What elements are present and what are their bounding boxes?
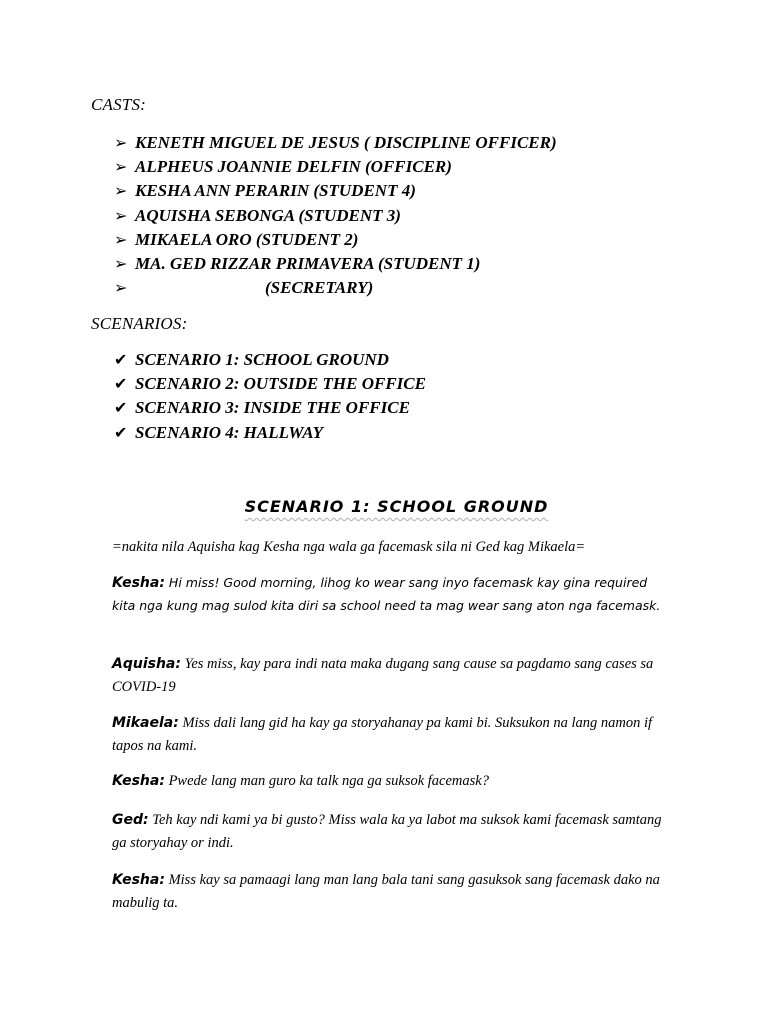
scenarios-heading: SCENARIOS: — [91, 314, 188, 333]
speaker-name: Ged: — [112, 812, 149, 828]
dialogue-text: Hi miss! Good morning, lihog ko wear sang inyo facemask kay gina required kita nga kung mag sulod kita diri sa school need ta mag wear sang aton nga facemask. — [112, 575, 661, 613]
cast-list — [114, 131, 557, 300]
list-item: ➢ MIKAELA ORO (STUDENT 2) — [114, 228, 557, 252]
speaker-name: Kesha: — [112, 872, 165, 888]
speaker-name: Aquisha: — [112, 656, 181, 672]
arrowhead-icon: ➢ — [114, 205, 128, 225]
list-item: ➢ KENETH MIGUEL DE JESUS ( DISCIPLINE OFFICER) — [114, 131, 557, 155]
arrowhead-icon: ➢ — [114, 278, 128, 298]
dialogue-text: Teh kay ndi kami ya bi gusto? Miss wala ka ya labot ma suksok kami facemask samtang ga storyahay or indi. — [112, 812, 662, 851]
checkmark-icon: ✔ — [114, 350, 128, 369]
arrowhead-icon: ➢ — [114, 157, 128, 177]
dialogue-line — [112, 653, 672, 699]
stage-direction: =nakita nila Aquisha kag Kesha nga wala ga facemask sila ni Ged kag Mikaela= — [112, 539, 586, 555]
arrowhead-icon: ➢ — [114, 133, 128, 152]
speaker-name: Kesha: — [112, 575, 165, 591]
list-item: ✔ SCENARIO 3: INSIDE THE OFFICE — [114, 396, 426, 420]
dialogue-line — [112, 770, 672, 793]
list-item: ➢ KESHA ANN PERARIN (STUDENT 4) — [114, 179, 557, 203]
list-item: ➢ AQUISHA SEBONGA (STUDENT 3) — [114, 204, 557, 228]
dialogue-line — [112, 712, 672, 758]
list-item: ➢ (SECRETARY) — [114, 276, 557, 300]
speaker-name: Mikaela: — [112, 715, 179, 731]
list-item: ✔ SCENARIO 2: OUTSIDE THE OFFICE — [114, 372, 426, 396]
list-item: ✔ SCENARIO 1: SCHOOL GROUND — [114, 348, 426, 372]
scene-title: SCENARIO 1: SCHOOL GROUND — [244, 497, 549, 516]
casts-heading: CASTS: — [91, 95, 147, 114]
dialogue-line — [112, 809, 672, 855]
dialogue-text: Miss dali lang gid ha kay ga storyahanay pa kami bi. Suksukon na lang namon if tapos na kami. — [112, 715, 653, 754]
checkmark-icon: ✔ — [114, 422, 128, 442]
dialogue-line — [112, 869, 672, 915]
dialogue-text: Pwede lang man guro ka talk nga ga suksok facemask? — [168, 773, 489, 789]
dialogue-text: Miss kay sa pamaagi lang man lang bala tani sang gasuksok sang facemask dako na mabulig ta. — [112, 872, 660, 911]
list-item: ➢ ALPHEUS JOANNIE DELFIN (OFFICER) — [114, 155, 557, 179]
checkmark-icon: ✔ — [114, 398, 128, 418]
checkmark-icon: ✔ — [114, 374, 128, 394]
arrowhead-icon: ➢ — [114, 229, 128, 249]
dialogue-line — [112, 572, 672, 617]
arrowhead-icon: ➢ — [114, 181, 128, 201]
arrowhead-icon: ➢ — [114, 253, 128, 273]
speaker-name: Kesha: — [112, 773, 165, 789]
list-item: ➢ MA. GED RIZZAR PRIMAVERA (STUDENT 1) — [114, 252, 557, 276]
scenario-list — [114, 348, 426, 445]
list-item: ✔ SCENARIO 4: HALLWAY — [114, 421, 426, 445]
dialogue-text: Yes miss, kay para indi nata maka dugang sang cause sa pagdamo sang cases sa COVID-19 — [112, 656, 654, 695]
